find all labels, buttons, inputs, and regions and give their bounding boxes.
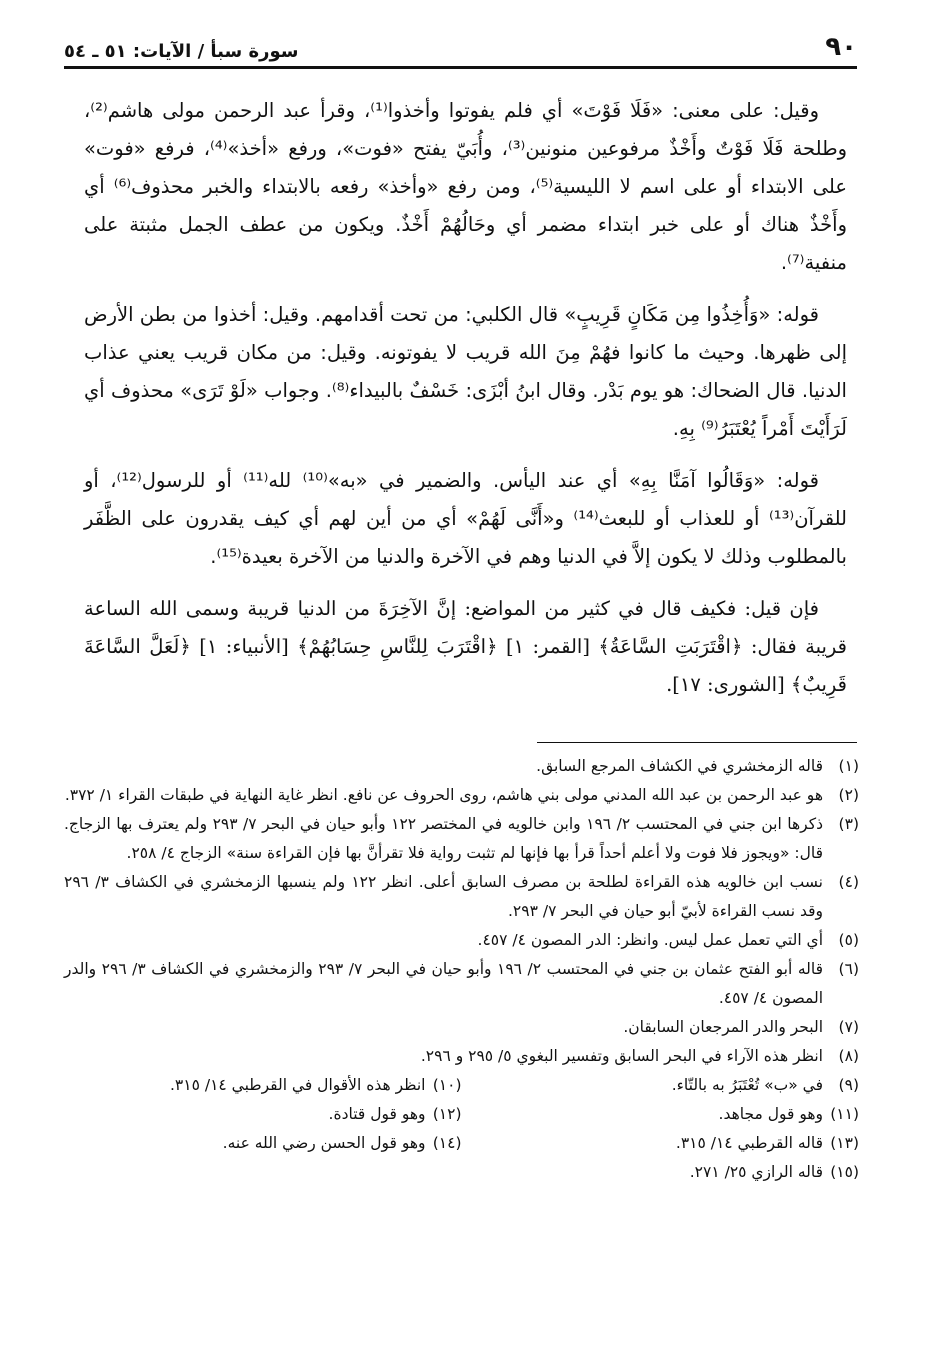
footnote-text: هو عبد الرحمن بن عبد الله المدني مولى بني هاشم، روى الحروف عن نافع. انظر غاية النهاية في طبقات القراء ١/ ٣٧٢.	[64, 786, 823, 804]
footnote-number: (٦)	[838, 960, 859, 978]
footnote-13	[462, 1129, 860, 1158]
main-text	[84, 92, 847, 718]
footnote-11	[462, 1100, 860, 1129]
footnote-number: (١٢)	[432, 1105, 462, 1123]
footnotes	[64, 752, 859, 1187]
footnote-8	[64, 1042, 859, 1071]
footnote-10	[64, 1071, 462, 1100]
footnote-row	[64, 1129, 859, 1158]
footnote-number: (٣)	[838, 815, 859, 833]
footnote-text: قاله القرطبي ١٤/ ٣١٥.	[675, 1134, 823, 1152]
footnote-text: انظر هذه الأقوال في القرطبي ١٤/ ٣١٥.	[169, 1076, 426, 1094]
footnote-text: البحر والدر المرجعان السابقان.	[623, 1018, 823, 1036]
footnote-1	[64, 752, 859, 781]
footnote-2	[64, 781, 859, 810]
footnote-text: قاله أبو الفتح عثمان بن جني في المحتسب ٢/ ١٩٦ وأبو حيان في البحر ٧/ ٢٩٣ والزمخشري في الكشاف ٣/ ٢٩٦ والدر المصون ٤/ ٤٥٧.	[64, 960, 823, 1007]
footnote-15	[64, 1158, 859, 1187]
paragraph-2: قوله: «وَأُخِذُوا مِن مَكَانٍ قَرِيبٍ» قال الكلبي: من تحت أقدامهم. وقيل: أخذوا من بطن الأرض إلى ظهرها. وحيث ما كانوا فهُمْ مِنَ الله قريب لا يفوتونه. وقيل: من مكان قريب يعني عذاب الدنيا. قال الضحاك: هو يوم بَدْر. وقال ابنُ أبْزَى: خَسْفٌ بالبيداء⁽⁸⁾. وجواب «لَوْ تَرَى» محذوف أي لَرَأَيْتَ أَمْراً يُعْتَبَرُ⁽⁹⁾ بِهِ.	[84, 303, 847, 440]
footnote-number: (٢)	[838, 786, 859, 804]
footnote-text: قاله الرازي ٢٥/ ٢٧١.	[689, 1163, 823, 1181]
paragraph-4: فإن قيل: فكيف قال في كثير من المواضع: إنَّ الآخِرَةَ من الدنيا قريبة وسمى الله الساعة قريبة فقال: ﴿اقْتَرَبَتِ السَّاعَةُ﴾ [القمر: ١] ﴿اقْتَرَبَ لِلنَّاسِ حِسَابُهُمْ﴾ [الأنبياء: ١] ﴿لَعَلَّ السَّاعَةَ قَرِيبٌ﴾ [الشورى: ١٧].	[84, 597, 847, 696]
footnote-text: في «ب» تُعْتَبَرُ به بالتّاء.	[671, 1076, 823, 1094]
paragraph-1: وقيل: على معنى: «فَلَا فَوْتَ» أي فلم يفوتوا وأخذوا⁽¹⁾، وقرأ عبد الرحمن مولى هاشم⁽²⁾، وطلحة فَلَا فَوْتٌ وأَخْذٌ مرفوعين منونين⁽³⁾، وأُبَيّ يفتح «فوت»، ورفع «أخذ»⁽⁴⁾، فرفع «فوت» على الابتداء أو على اسم لا الليسية⁽⁵⁾، ومن رفع «وأخذ» رفعه بالابتداء والخبر محذوف⁽⁶⁾ أي وأَخْذٌ هناك أو على خبر ابتداء مضمر أي وحَالُهُمْ أَخْذٌ. ويكون من عطف الجمل مثبتة على منفية⁽⁷⁾.	[84, 99, 848, 274]
footnote-9	[462, 1071, 860, 1100]
footnote-4	[64, 868, 859, 926]
footnote-row	[64, 1071, 859, 1100]
footnote-number: (١٠)	[432, 1076, 462, 1094]
footnote-separator	[537, 742, 857, 743]
footnote-7	[64, 1013, 859, 1042]
footnote-text: انظر هذه الآراء في البحر السابق وتفسير البغوي ٥/ ٢٩٥ و ٢٩٦.	[420, 1047, 823, 1065]
footnote-row	[64, 1100, 859, 1129]
footnote-text: ذكرها ابن جني في المحتسب ٢/ ١٩٦ وابن خالويه في المختصر ١٢٢ وأبو حيان في البحر ٧/ ٢٩٣ ولم يعترف بها الزجاج. قال: «ويجوز فلا فوت ولا أعلم أحداً قرأ بها فإنها لم تثبت رواية فلا تقرأنَّ بها فإن القراءة سنة» الزجاج ٤/ ٢٥٨.	[64, 815, 823, 862]
footnote-text: أي التي تعمل عمل ليس. وانظر: الدر المصون ٤/ ٤٥٧.	[477, 931, 823, 949]
footnote-number: (٤)	[838, 873, 859, 891]
running-head: سورة سبأ / الآيات: ٥١ ـ ٥٤	[64, 41, 299, 62]
page-number: ٩٠	[825, 32, 857, 62]
footnote-14	[64, 1129, 462, 1158]
footnote-6	[64, 955, 859, 1013]
footnote-number: (١١)	[830, 1105, 859, 1123]
footnote-text: نسب ابن خالويه هذه القراءة لطلحة بن مصرف السابق أعلى. انظر ١٢٢ ولم ينسبها الزمخشري في الكشاف ٣/ ٢٩٦ وقد نسب القراءة لأبيّ أبو حيان في البحر ٧/ ٢٩٣.	[64, 873, 823, 920]
footnote-12	[64, 1100, 462, 1129]
footnote-number: (١٣)	[830, 1134, 859, 1152]
footnote-3	[64, 810, 859, 868]
footnote-5	[64, 926, 859, 955]
footnote-text: وهو قول الحسن رضي الله عنه.	[222, 1134, 426, 1152]
footnote-number: (١٥)	[830, 1163, 859, 1181]
footnote-text: قاله الزمخشري في الكشاف المرجع السابق.	[536, 757, 823, 775]
page-header	[64, 28, 857, 69]
footnote-number: (١)	[838, 757, 859, 775]
footnote-number: (٧)	[838, 1018, 859, 1036]
footnote-number: (٩)	[838, 1076, 859, 1094]
footnote-number: (١٤)	[432, 1134, 462, 1152]
footnote-text: وهو قول قتادة.	[328, 1105, 426, 1123]
footnote-number: (٨)	[838, 1047, 859, 1065]
footnote-text: وهو قول مجاهد.	[718, 1105, 823, 1123]
footnote-number: (٥)	[838, 931, 859, 949]
paragraph-3: قوله: «وَقَالُوا آمَنَّا بِهِ» أي عند اليأس. والضمير في «به»⁽¹⁰⁾ لله⁽¹¹⁾ أو للرسول⁽¹²⁾، أو للقرآن⁽¹³⁾ أو للعذاب أو للبعث⁽¹⁴⁾ و«أَنَّى لَهُمْ» أي من أين لهم أي كيف يقدرون على الظَّفَر بالمطلوب وذلك لا يكون إلاَّ في الدنيا وهم في الآخرة والدنيا من الآخرة بعيدة⁽¹⁵⁾.	[84, 469, 847, 568]
